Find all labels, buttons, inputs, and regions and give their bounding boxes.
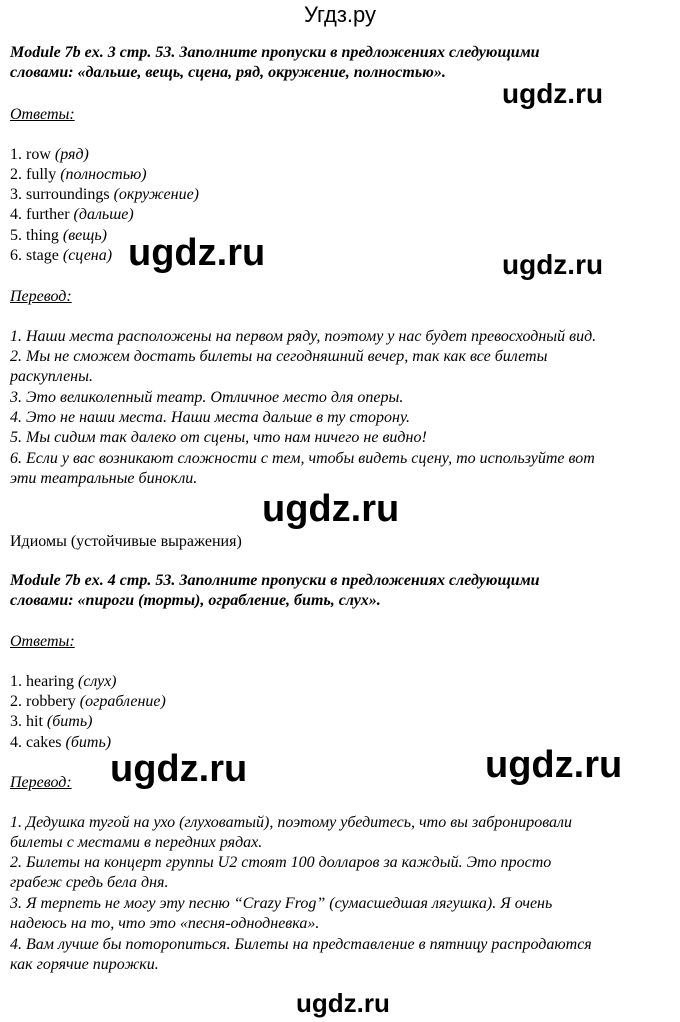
ex3-translation-line: 3. Это великолепный театр. Отличное место для оперы.: [10, 389, 404, 406]
watermark: ugdz.ru: [502, 78, 604, 109]
ex4-translation-line: 1. Дедушка тугой на ухо (глуховатый), поэтому убедитесь, что вы забронировали: [10, 814, 573, 831]
ex3-answer-1: 1. row (ряд): [10, 146, 89, 163]
ex4-translation-line: 4. Вам лучше бы поторопиться. Билеты на представление в пятницу распродаются: [10, 936, 592, 953]
ex3-translation-line: эти театральные бинокли.: [10, 470, 198, 487]
ex3-answers-label: Ответы:: [10, 106, 75, 123]
ex3-answer-6: 6. stage (сцена): [10, 247, 113, 264]
ex3-translation-line: 6. Если у вас возникают сложности с тем, чтобы видеть сцену, то используйте вот: [10, 450, 595, 467]
ex4-heading-line2: словами: «пироги (торты), ограбление, бить, слух».: [10, 592, 381, 609]
ex3-heading-line2: словами: «дальше, вещь, сцена, ряд, окружение, полностью».: [10, 64, 446, 81]
ex3-answer-5: 5. thing (вещь): [10, 227, 107, 244]
ex4-answer-2: 2. robbery (ограбление): [10, 693, 166, 710]
ex4-translation-line: как горячие пирожки.: [10, 956, 159, 973]
ex4-heading-line1: Module 7b ex. 4 стр. 53. Заполните пропуски в предложениях следующими: [10, 572, 540, 589]
ex4-translation-line: надеюсь на то, что это «песня-однодневка».: [10, 915, 320, 932]
ex3-translation-line: 2. Мы не сможем достать билеты на сегодняшний вечер, так как все билеты: [10, 348, 548, 365]
watermark: ugdz.ru: [262, 488, 400, 530]
watermark: ugdz.ru: [110, 748, 248, 790]
ex3-answer-3: 3. surroundings (окружение): [10, 186, 200, 203]
ex3-translation-line: 5. Мы сидим так далеко от сцены, что нам ничего не видно!: [10, 429, 427, 446]
ex3-translation-line: 1. Наши места расположены на первом ряду, поэтому у нас будет превосходный вид.: [10, 328, 597, 345]
site-title: Угдз.ру: [303, 2, 377, 27]
ex4-answer-1: 1. hearing (слух): [10, 673, 117, 690]
ex4-translation-line: 3. Я терпеть не могу эту песню “Crazy Frog” (сумасшедшая лягушка). Я очень: [10, 895, 553, 912]
watermark: ugdz.ru: [128, 232, 266, 274]
ex3-idioms: Идиомы (устойчивые выражения): [10, 533, 242, 550]
ex4-translation-line: 2. Билеты на концерт группы U2 стоят 100 долларов за каждый. Это просто: [10, 854, 552, 871]
ex4-answer-4: 4. cakes (бить): [10, 734, 112, 751]
ex3-translation-label: Перевод:: [10, 288, 72, 305]
ex4-answers-label: Ответы:: [10, 633, 75, 650]
watermark: ugdz.ru: [296, 988, 390, 1018]
ex4-translation-line: грабеж средь бела дня.: [10, 874, 169, 891]
ex4-translation-line: билеты с местами в передних рядах.: [10, 834, 263, 851]
ex3-translation-line: раскуплены.: [10, 368, 93, 385]
ex3-answer-4: 4. further (дальше): [10, 206, 134, 223]
ex4-answer-3: 3. hit (бить): [10, 713, 93, 730]
watermark: ugdz.ru: [502, 249, 604, 280]
ex4-translation-label: Перевод:: [10, 774, 72, 791]
watermark: ugdz.ru: [485, 744, 623, 786]
ex3-answer-2: 2. fully (полностью): [10, 166, 147, 183]
ex3-heading-line1: Module 7b ex. 3 стр. 53. Заполните пропуски в предложениях следующими: [10, 44, 540, 61]
ex3-translation-line: 4. Это не наши места. Наши места дальше в ту сторону.: [10, 409, 411, 426]
